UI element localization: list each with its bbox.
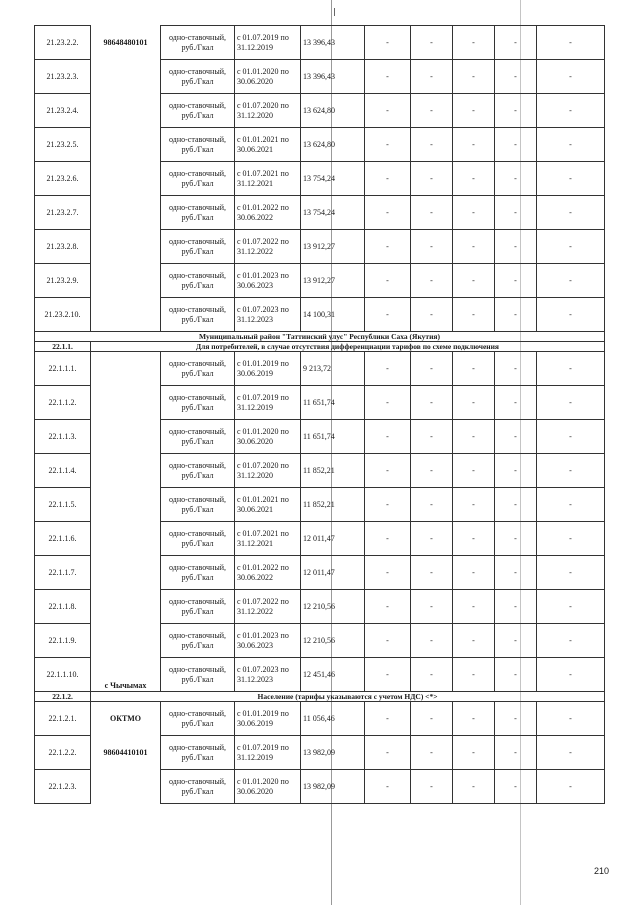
- row-code: 22.1.1.3.: [35, 420, 91, 454]
- row-name: 98648480101: [91, 26, 161, 60]
- row-code: 21.23.2.3.: [35, 60, 91, 94]
- empty-cell-dash: -: [537, 352, 605, 386]
- empty-cell-dash: -: [411, 162, 453, 196]
- empty-cell-dash: -: [537, 590, 605, 624]
- empty-cell-dash: -: [365, 94, 411, 128]
- table-row: [35, 488, 605, 522]
- tariff-kind: одно-ставочный, руб./Гкал: [161, 26, 235, 60]
- empty-cell-dash: -: [453, 298, 495, 332]
- empty-cell-dash: -: [495, 420, 537, 454]
- empty-cell-dash: -: [453, 264, 495, 298]
- row-code: 21.23.2.4.: [35, 94, 91, 128]
- empty-cell-dash: -: [495, 298, 537, 332]
- table-row: [35, 624, 605, 658]
- row-name: [91, 60, 161, 94]
- row-code: 21.23.2.6.: [35, 162, 91, 196]
- empty-cell-dash: -: [365, 702, 411, 736]
- table-row: [35, 522, 605, 556]
- row-name: [91, 128, 161, 162]
- empty-cell-dash: -: [365, 386, 411, 420]
- empty-cell-dash: -: [453, 770, 495, 804]
- empty-cell-dash: -: [411, 770, 453, 804]
- page-number: 210: [593, 866, 609, 876]
- empty-cell-dash: -: [365, 420, 411, 454]
- table-row: [35, 590, 605, 624]
- row-code: 22.1.2.2.: [35, 736, 91, 770]
- empty-cell-dash: -: [495, 162, 537, 196]
- empty-cell-dash: -: [411, 386, 453, 420]
- tariff-period: с 01.01.2019 по 30.06.2019: [235, 352, 301, 386]
- row-code: 22.1.1.5.: [35, 488, 91, 522]
- row-code: 22.1.1.2.: [35, 386, 91, 420]
- row-name: [91, 590, 161, 624]
- empty-cell-dash: -: [411, 26, 453, 60]
- row-name: [91, 454, 161, 488]
- empty-cell-dash: -: [411, 488, 453, 522]
- empty-cell-dash: -: [537, 162, 605, 196]
- empty-cell-dash: -: [453, 658, 495, 692]
- row-name: [91, 162, 161, 196]
- empty-cell-dash: -: [365, 556, 411, 590]
- row-name: [91, 196, 161, 230]
- table-row: [35, 60, 605, 94]
- row-name: [91, 94, 161, 128]
- empty-cell-dash: -: [537, 770, 605, 804]
- tariff-value: 9 213,72: [301, 352, 365, 386]
- table-row: [35, 658, 605, 692]
- tariff-value: 12 011,47: [301, 556, 365, 590]
- row-code: 21.23.2.2.: [35, 26, 91, 60]
- row-code: 21.23.2.8.: [35, 230, 91, 264]
- row-code: 22.1.1.10.: [35, 658, 91, 692]
- empty-cell-dash: -: [365, 128, 411, 162]
- empty-cell-dash: -: [453, 352, 495, 386]
- empty-cell-dash: -: [495, 624, 537, 658]
- empty-cell-dash: -: [453, 60, 495, 94]
- tariff-value: 12 011,47: [301, 522, 365, 556]
- tariff-kind: одно-ставочный, руб./Гкал: [161, 264, 235, 298]
- empty-cell-dash: -: [537, 624, 605, 658]
- tariff-kind: одно-ставочный, руб./Гкал: [161, 454, 235, 488]
- scan-artifact-tick: [334, 8, 335, 16]
- empty-cell-dash: -: [453, 590, 495, 624]
- row-code: 21.23.2.5.: [35, 128, 91, 162]
- table-row: [35, 454, 605, 488]
- empty-cell-dash: -: [537, 298, 605, 332]
- tariff-period: с 01.07.2019 по 31.12.2019: [235, 736, 301, 770]
- empty-cell-dash: -: [365, 26, 411, 60]
- table-row: [35, 264, 605, 298]
- empty-cell-dash: -: [411, 624, 453, 658]
- subsection-header-row: [35, 692, 605, 702]
- tariff-kind: одно-ставочный, руб./Гкал: [161, 770, 235, 804]
- tariff-period: с 01.07.2022 по 31.12.2022: [235, 230, 301, 264]
- empty-cell-dash: -: [411, 454, 453, 488]
- tariff-period: с 01.01.2020 по 30.06.2020: [235, 770, 301, 804]
- empty-cell-dash: -: [365, 488, 411, 522]
- empty-cell-dash: -: [411, 128, 453, 162]
- empty-cell-dash: -: [537, 702, 605, 736]
- empty-cell-dash: -: [453, 196, 495, 230]
- tariff-value: 11 651,74: [301, 386, 365, 420]
- empty-cell-dash: -: [495, 522, 537, 556]
- row-code: 22.1.2.1.: [35, 702, 91, 736]
- row-name: [91, 352, 161, 386]
- empty-cell-dash: -: [453, 420, 495, 454]
- empty-cell-dash: -: [453, 736, 495, 770]
- empty-cell-dash: -: [537, 60, 605, 94]
- tariff-value: 12 451,46: [301, 658, 365, 692]
- tariff-period: с 01.01.2020 по 30.06.2020: [235, 420, 301, 454]
- table-row: [35, 162, 605, 196]
- tariff-period: с 01.07.2020 по 31.12.2020: [235, 94, 301, 128]
- empty-cell-dash: -: [537, 264, 605, 298]
- tariff-value: 11 651,74: [301, 420, 365, 454]
- tariff-kind: одно-ставочный, руб./Гкал: [161, 556, 235, 590]
- subsection-header-row: [35, 342, 605, 352]
- tariff-period: с 01.07.2020 по 31.12.2020: [235, 454, 301, 488]
- empty-cell-dash: -: [537, 196, 605, 230]
- tariff-period: с 01.07.2021 по 31.12.2021: [235, 162, 301, 196]
- tariff-value: 13 912,27: [301, 264, 365, 298]
- tariff-value: 13 754,24: [301, 162, 365, 196]
- empty-cell-dash: -: [537, 420, 605, 454]
- tariff-period: с 01.01.2023 по 30.06.2023: [235, 624, 301, 658]
- empty-cell-dash: -: [495, 352, 537, 386]
- row-code: 22.1.1.7.: [35, 556, 91, 590]
- table-row: [35, 736, 605, 770]
- tariff-period: с 01.07.2021 по 31.12.2021: [235, 522, 301, 556]
- empty-cell-dash: -: [453, 26, 495, 60]
- empty-cell-dash: -: [495, 488, 537, 522]
- tariff-value: 11 056,46: [301, 702, 365, 736]
- empty-cell-dash: -: [453, 386, 495, 420]
- empty-cell-dash: -: [411, 60, 453, 94]
- empty-cell-dash: -: [537, 26, 605, 60]
- row-name: [91, 230, 161, 264]
- table-row: [35, 556, 605, 590]
- row-name: [91, 556, 161, 590]
- row-code: 22.1.1.9.: [35, 624, 91, 658]
- tariff-value: 11 852,21: [301, 454, 365, 488]
- row-name: [91, 624, 161, 658]
- tariff-period: с 01.01.2022 по 30.06.2022: [235, 556, 301, 590]
- tariff-kind: одно-ставочный, руб./Гкал: [161, 386, 235, 420]
- tariff-period: с 01.01.2019 по 30.06.2019: [235, 702, 301, 736]
- empty-cell-dash: -: [365, 196, 411, 230]
- empty-cell-dash: -: [495, 264, 537, 298]
- empty-cell-dash: -: [537, 556, 605, 590]
- row-name: с Чычымах: [91, 658, 161, 692]
- table-row: [35, 420, 605, 454]
- table-row: [35, 298, 605, 332]
- tariff-value: 14 100,31: [301, 298, 365, 332]
- tariff-value: 13 396,43: [301, 60, 365, 94]
- empty-cell-dash: -: [537, 454, 605, 488]
- tariff-value: 11 852,21: [301, 488, 365, 522]
- tariff-table: [34, 25, 605, 804]
- table-row: [35, 94, 605, 128]
- empty-cell-dash: -: [537, 94, 605, 128]
- empty-cell-dash: -: [365, 522, 411, 556]
- empty-cell-dash: -: [453, 454, 495, 488]
- tariff-period: с 01.07.2023 по 31.12.2023: [235, 298, 301, 332]
- empty-cell-dash: -: [365, 230, 411, 264]
- tariff-value: 13 624,80: [301, 94, 365, 128]
- empty-cell-dash: -: [453, 128, 495, 162]
- empty-cell-dash: -: [453, 556, 495, 590]
- table-row: [35, 230, 605, 264]
- empty-cell-dash: -: [411, 298, 453, 332]
- empty-cell-dash: -: [365, 454, 411, 488]
- empty-cell-dash: -: [365, 658, 411, 692]
- tariff-value: 13 396,43: [301, 26, 365, 60]
- tariff-value: 12 210,56: [301, 590, 365, 624]
- empty-cell-dash: -: [453, 624, 495, 658]
- band-code: 22.1.1.: [35, 342, 91, 352]
- empty-cell-dash: -: [365, 298, 411, 332]
- tariff-kind: одно-ставочный, руб./Гкал: [161, 162, 235, 196]
- empty-cell-dash: -: [495, 770, 537, 804]
- empty-cell-dash: -: [495, 386, 537, 420]
- empty-cell-dash: -: [411, 736, 453, 770]
- tariff-value: 13 982,09: [301, 736, 365, 770]
- empty-cell-dash: -: [365, 60, 411, 94]
- empty-cell-dash: -: [495, 128, 537, 162]
- empty-cell-dash: -: [495, 454, 537, 488]
- row-code: 22.1.1.8.: [35, 590, 91, 624]
- empty-cell-dash: -: [537, 522, 605, 556]
- table-row: [35, 352, 605, 386]
- tariff-period: с 01.07.2019 по 31.12.2019: [235, 386, 301, 420]
- table-row: [35, 386, 605, 420]
- row-name: [91, 770, 161, 804]
- empty-cell-dash: -: [453, 522, 495, 556]
- empty-cell-dash: -: [537, 488, 605, 522]
- tariff-kind: одно-ставочный, руб./Гкал: [161, 702, 235, 736]
- empty-cell-dash: -: [411, 556, 453, 590]
- district-header-row: [35, 332, 605, 342]
- empty-cell-dash: -: [537, 386, 605, 420]
- tariff-kind: одно-ставочный, руб./Гкал: [161, 60, 235, 94]
- empty-cell-dash: -: [411, 702, 453, 736]
- tariff-value: 13 754,24: [301, 196, 365, 230]
- empty-cell-dash: -: [365, 590, 411, 624]
- table-row: [35, 128, 605, 162]
- row-name: [91, 488, 161, 522]
- empty-cell-dash: -: [411, 94, 453, 128]
- band-text: Для потребителей, в случае отсутствия дифференциации тарифов по схеме подключения: [91, 342, 605, 352]
- empty-cell-dash: -: [365, 770, 411, 804]
- row-code: 21.23.2.10.: [35, 298, 91, 332]
- tariff-period: с 01.01.2021 по 30.06.2021: [235, 488, 301, 522]
- tariff-value: 13 982,09: [301, 770, 365, 804]
- empty-cell-dash: -: [495, 590, 537, 624]
- empty-cell-dash: -: [411, 590, 453, 624]
- tariff-kind: одно-ставочный, руб./Гкал: [161, 590, 235, 624]
- row-code: 22.1.2.3.: [35, 770, 91, 804]
- table-row: [35, 196, 605, 230]
- table-row: [35, 702, 605, 736]
- empty-cell-dash: -: [495, 658, 537, 692]
- row-name: 98604410101: [91, 736, 161, 770]
- row-name: [91, 420, 161, 454]
- table-row: [35, 26, 605, 60]
- table-row: [35, 770, 605, 804]
- row-code: 22.1.1.6.: [35, 522, 91, 556]
- tariff-kind: одно-ставочный, руб./Гкал: [161, 352, 235, 386]
- tariff-kind: одно-ставочный, руб./Гкал: [161, 128, 235, 162]
- empty-cell-dash: -: [411, 264, 453, 298]
- row-code: 21.23.2.7.: [35, 196, 91, 230]
- row-name: [91, 298, 161, 332]
- tariff-kind: одно-ставочный, руб./Гкал: [161, 94, 235, 128]
- empty-cell-dash: -: [365, 624, 411, 658]
- empty-cell-dash: -: [495, 736, 537, 770]
- empty-cell-dash: -: [411, 658, 453, 692]
- row-code: 22.1.1.1.: [35, 352, 91, 386]
- tariff-kind: одно-ставочный, руб./Гкал: [161, 298, 235, 332]
- empty-cell-dash: -: [365, 352, 411, 386]
- empty-cell-dash: -: [495, 26, 537, 60]
- empty-cell-dash: -: [495, 94, 537, 128]
- band-code: 22.1.2.: [35, 692, 91, 702]
- empty-cell-dash: -: [495, 230, 537, 264]
- band-text: Население (тарифы указываются с учетом НДС) <*>: [91, 692, 605, 702]
- row-name: [91, 386, 161, 420]
- empty-cell-dash: -: [495, 60, 537, 94]
- empty-cell-dash: -: [453, 702, 495, 736]
- empty-cell-dash: -: [411, 196, 453, 230]
- tariff-kind: одно-ставочный, руб./Гкал: [161, 196, 235, 230]
- row-name: [91, 264, 161, 298]
- tariff-kind: одно-ставочный, руб./Гкал: [161, 736, 235, 770]
- tariff-period: с 01.01.2020 по 30.06.2020: [235, 60, 301, 94]
- tariff-period: с 01.01.2022 по 30.06.2022: [235, 196, 301, 230]
- tariff-period: с 01.07.2019 по 31.12.2019: [235, 26, 301, 60]
- tariff-kind: одно-ставочный, руб./Гкал: [161, 420, 235, 454]
- tariff-kind: одно-ставочный, руб./Гкал: [161, 488, 235, 522]
- row-name: [91, 522, 161, 556]
- empty-cell-dash: -: [365, 264, 411, 298]
- tariff-kind: одно-ставочный, руб./Гкал: [161, 624, 235, 658]
- empty-cell-dash: -: [495, 702, 537, 736]
- empty-cell-dash: -: [453, 162, 495, 196]
- tariff-value: 12 210,56: [301, 624, 365, 658]
- empty-cell-dash: -: [537, 736, 605, 770]
- empty-cell-dash: -: [365, 736, 411, 770]
- tariff-kind: одно-ставочный, руб./Гкал: [161, 658, 235, 692]
- empty-cell-dash: -: [453, 488, 495, 522]
- tariff-period: с 01.07.2022 по 31.12.2022: [235, 590, 301, 624]
- row-code: 22.1.1.4.: [35, 454, 91, 488]
- district-header: Муниципальный район "Таттинский улус" Республики Саха (Якутия): [35, 332, 605, 342]
- tariff-kind: одно-ставочный, руб./Гкал: [161, 522, 235, 556]
- empty-cell-dash: -: [495, 556, 537, 590]
- empty-cell-dash: -: [411, 522, 453, 556]
- empty-cell-dash: -: [411, 230, 453, 264]
- row-name: ОКТМО: [91, 702, 161, 736]
- empty-cell-dash: -: [537, 128, 605, 162]
- empty-cell-dash: -: [453, 94, 495, 128]
- tariff-value: 13 912,27: [301, 230, 365, 264]
- empty-cell-dash: -: [495, 196, 537, 230]
- empty-cell-dash: -: [453, 230, 495, 264]
- empty-cell-dash: -: [537, 658, 605, 692]
- tariff-period: с 01.01.2023 по 30.06.2023: [235, 264, 301, 298]
- tariff-kind: одно-ставочный, руб./Гкал: [161, 230, 235, 264]
- tariff-value: 13 624,80: [301, 128, 365, 162]
- row-code: 21.23.2.9.: [35, 264, 91, 298]
- empty-cell-dash: -: [537, 230, 605, 264]
- empty-cell-dash: -: [411, 420, 453, 454]
- empty-cell-dash: -: [411, 352, 453, 386]
- empty-cell-dash: -: [365, 162, 411, 196]
- tariff-period: с 01.07.2023 по 31.12.2023: [235, 658, 301, 692]
- tariff-period: с 01.01.2021 по 30.06.2021: [235, 128, 301, 162]
